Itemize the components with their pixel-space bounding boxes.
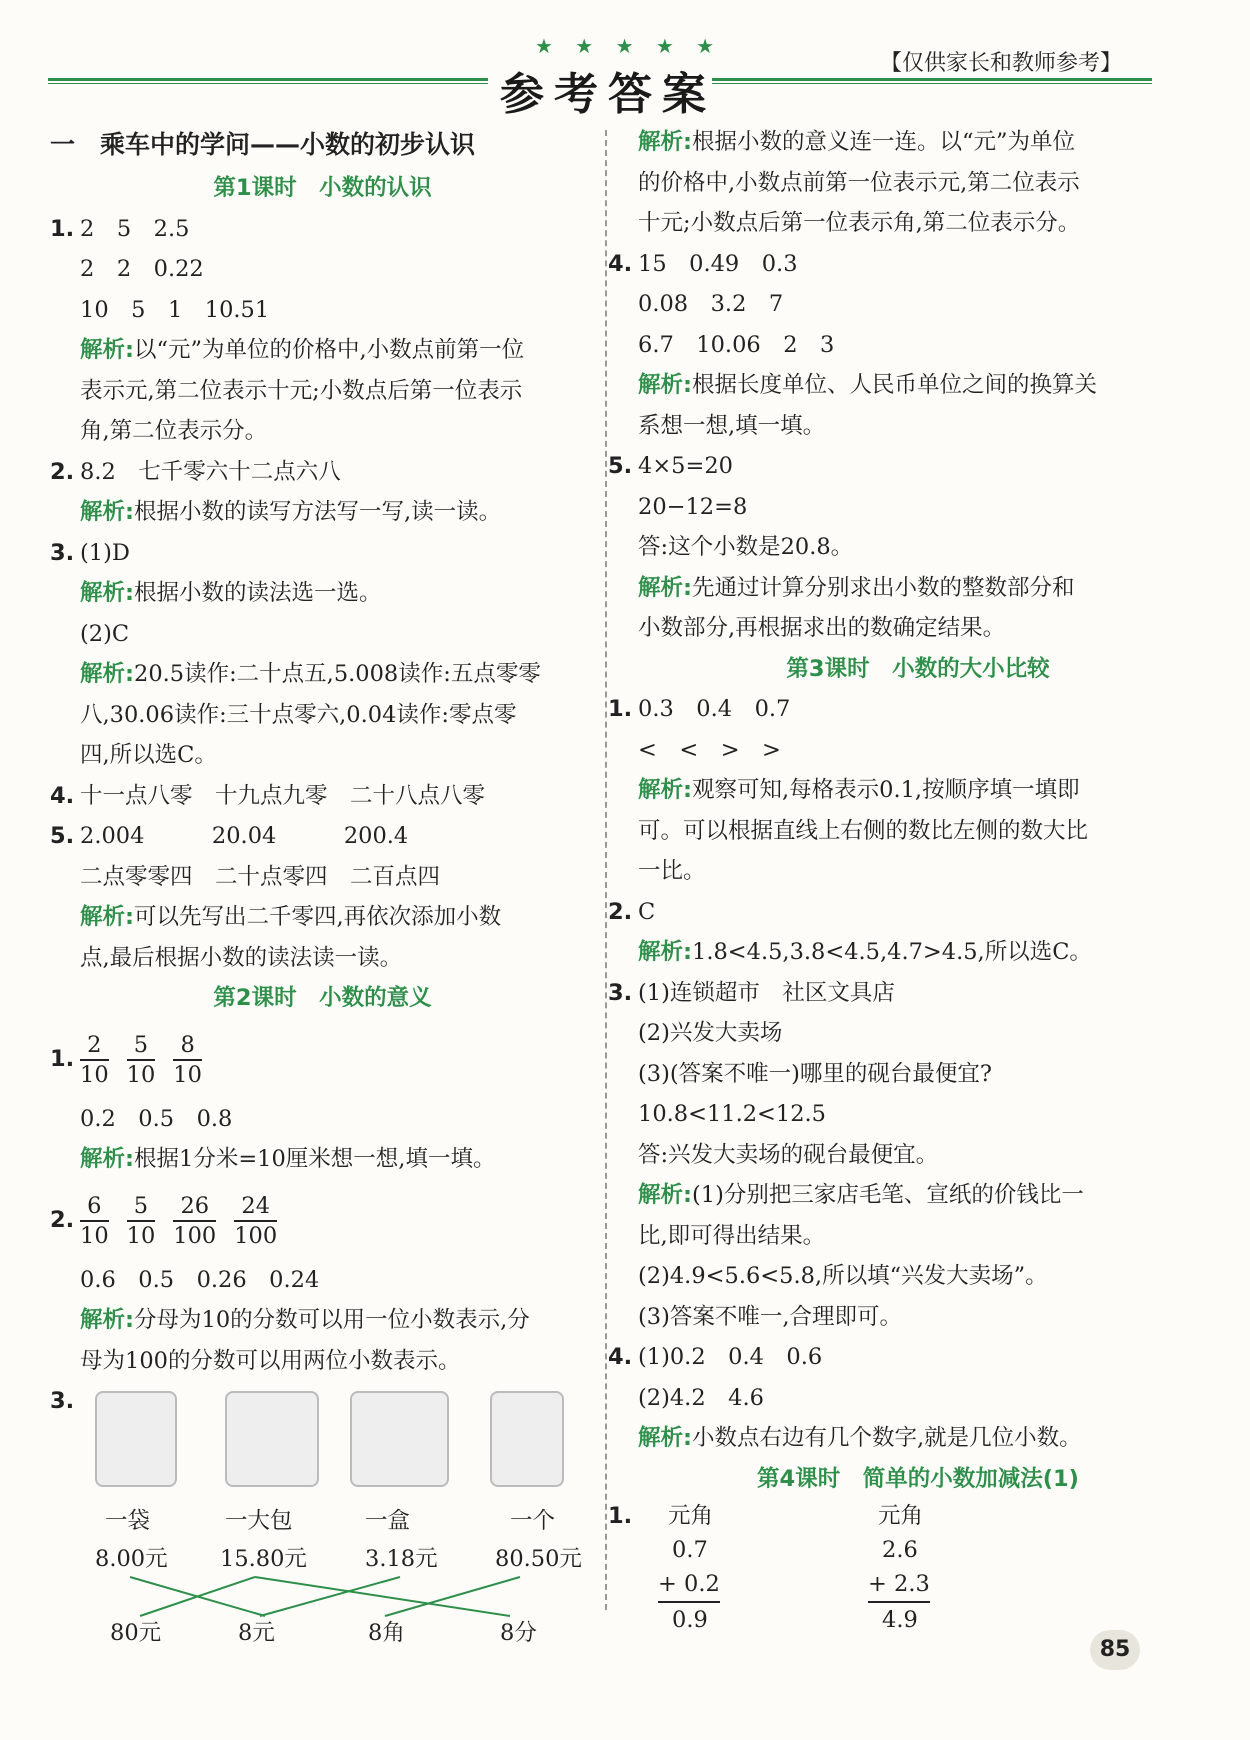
answer-line: 0.2 0.5 0.8 [80, 1105, 233, 1132]
analysis-line: 可。可以根据直线上右侧的数比左侧的数大比 [638, 817, 1089, 844]
answer-line: 2. 8.2 七千零六十二点六八 [50, 458, 341, 485]
analysis-line: (3)答案不唯一,合理即可。 [638, 1303, 903, 1330]
answer-line: 20−12=8 [638, 493, 748, 520]
answer-line: (2)4.2 4.6 [638, 1384, 764, 1411]
answer-line: 10 5 1 10.51 [80, 296, 270, 323]
answer-line: 3. (1)连锁超市 社区文具店 [608, 979, 895, 1006]
fraction-row: 1. $\frac{2}{10}$ $\frac{5}{10}$ $\frac{8}{10}$ [50, 1031, 202, 1088]
page-number: 85 [1090, 1630, 1140, 1670]
analysis-line: 解析:以“元”为单位的价格中,小数点前第一位 [80, 337, 525, 363]
answer-line: (2)C [80, 620, 130, 647]
answer-line: 5. 2.004 20.04 200.4 [50, 823, 409, 849]
answer-line: 0.6 0.5 0.26 0.24 [80, 1266, 320, 1293]
matching-diagram: 3. 一袋 一大包 一盒 一个 8.00元 15.80元 3.18元 80.50元 80元 8元 8角 8分 [50, 1381, 595, 1641]
answer-line: 4. (1)0.2 0.4 0.6 [608, 1344, 823, 1370]
analysis-line: 解析:小数点右边有几个数字,就是几位小数。 [638, 1425, 1082, 1451]
analysis-line: 比,即可得出结果。 [638, 1222, 826, 1249]
price-label: 15.80元 [220, 1546, 307, 1572]
answer-line: 2. C [608, 898, 656, 925]
answer-line: 4. 十一点八零 十九点九零 二十八点八零 [50, 782, 486, 809]
value-label: 8分 [500, 1620, 537, 1646]
header-rule-right [712, 78, 1152, 84]
answer-line: 答:这个小数是20.8。 [638, 534, 854, 560]
vertical-calc: 元角 2.6 + 2.3 4.9 [868, 1499, 930, 1637]
value-label: 8角 [368, 1620, 405, 1646]
right-column [608, 122, 1198, 1649]
analysis-line: 解析:可以先写出二千零四,再依次添加小数 [80, 904, 502, 930]
answer-line: 0.08 3.2 7 [638, 291, 784, 317]
analysis-line: 解析:先通过计算分别求出小数的整数部分和 [638, 574, 1075, 601]
analysis-line: (2)4.9<5.6<5.8,所以填“兴发大卖场”。 [638, 1263, 1048, 1289]
price-label: 80.50元 [495, 1546, 582, 1572]
answer-line: < < > > [638, 736, 781, 763]
analysis-line: 解析:20.5读作:二十点五,5.008读作:五点零零 [80, 661, 541, 687]
lesson-3-title: 第3课时 小数的大小比较 [786, 655, 1050, 682]
answer-line: 1. 0.3 0.4 0.7 [608, 696, 791, 722]
analysis-label: 解析: [80, 337, 134, 363]
matching-lines [50, 1381, 595, 1641]
lesson-1-title: 第1课时 小数的认识 [213, 175, 432, 201]
analysis-line: 解析:观察可知,每格表示0.1,按顺序填一填即 [638, 777, 1080, 803]
answer-line: 5. 4×5=20 [608, 453, 733, 479]
analysis-line: 八,30.06读作:三十点零六,0.04读作:零点零 [80, 701, 517, 728]
fraction: $\frac{6}{10}$ [80, 1192, 109, 1249]
analysis-line: 解析:分母为10的分数可以用一位小数表示,分 [80, 1307, 530, 1333]
fraction-row: 2. $\frac{6}{10}$ $\frac{5}{10}$ $\frac{26}{100}$ $\frac{24}{100}$ [50, 1192, 278, 1249]
lesson-2-title: 第2课时 小数的意义 [213, 985, 432, 1011]
analysis-line: 解析:1.8<4.5,3.8<4.5,4.7>4.5,所以选C。 [638, 939, 1092, 965]
header-rule-left [48, 78, 488, 84]
header-note: 【仅供家长和教师参考】 [880, 51, 1123, 76]
analysis-line: 表示元,第二位表示十元;小数点后第一位表示 [80, 377, 523, 404]
lesson-4-title: 第4课时 简单的小数加减法(1) [757, 1465, 1079, 1492]
answer-line: 3. (1)D [50, 539, 130, 566]
unit-title: 一 乘车中的学问——小数的初步认识 [50, 130, 476, 159]
fraction: $\frac{24}{100}$ [234, 1192, 278, 1249]
price-label: 3.18元 [365, 1546, 438, 1572]
analysis-line: 小数部分,再根据求出的数确定结果。 [638, 615, 1006, 641]
analysis-line: 一比。 [638, 858, 706, 884]
answer-line: 4. 15 0.49 0.3 [608, 250, 798, 277]
item-label: 一大包 [225, 1508, 293, 1534]
left-column [50, 122, 595, 1646]
analysis-line: 解析:根据小数的意义连一连。以“元”为单位 [638, 129, 1076, 155]
answer-line: 6.7 10.06 2 3 [638, 331, 835, 358]
answer-line: 答:兴发大卖场的砚台最便宜。 [638, 1141, 939, 1168]
answer-line: 2 2 0.22 [80, 256, 204, 282]
analysis-line: 角,第二位表示分。 [80, 418, 268, 444]
analysis-line: 解析:根据小数的读法选一选。 [80, 580, 382, 606]
header-stars: ★ ★ ★ ★ ★ [535, 34, 723, 58]
vertical-addition: 1. 元角 0.7 + 0.2 0.9 元角 2.6 + 2.3 4.9 [638, 1499, 1198, 1649]
fraction: $\frac{5}{10}$ [126, 1031, 156, 1088]
answer-line: (3)(答案不唯一)哪里的砚台最便宜? [638, 1060, 992, 1087]
answer-line: 10.8<11.2<12.5 [638, 1101, 826, 1127]
fraction: $\frac{8}{10}$ [173, 1031, 202, 1088]
analysis-line: 点,最后根据小数的读法读一读。 [80, 944, 403, 971]
analysis-line: 解析:根据1分米=10厘米想一想,填一填。 [80, 1146, 496, 1172]
vertical-calc: 元角 0.7 + 0.2 0.9 [658, 1499, 720, 1637]
value-label: 80元 [110, 1620, 162, 1646]
answer-line: (2)兴发大卖场 [638, 1020, 783, 1046]
fraction: $\frac{2}{10}$ [80, 1031, 109, 1088]
item-label: 一袋 [105, 1508, 151, 1534]
analysis-line: 母为100的分数可以用两位小数表示。 [80, 1347, 461, 1374]
fraction: $\frac{5}{10}$ [126, 1192, 156, 1249]
column-divider [605, 130, 607, 1610]
item-label: 一盒 [365, 1508, 411, 1534]
analysis-line: 解析:(1)分别把三家店毛笔、宣纸的价钱比一 [638, 1182, 1084, 1208]
analysis-line: 四,所以选C。 [80, 742, 217, 768]
analysis-line: 的价格中,小数点前第一位表示元,第二位表示 [638, 169, 1080, 196]
fraction: $\frac{26}{100}$ [173, 1192, 217, 1249]
answer-line: 1. 2 5 2.5 [50, 215, 190, 242]
analysis-line: 解析:根据小数的读写方法写一写,读一读。 [80, 499, 502, 525]
answer-line: 二点零零四 二十点零四 二百点四 [80, 863, 441, 890]
value-label: 8元 [238, 1620, 275, 1646]
item-label: 一个 [510, 1508, 556, 1534]
analysis-line: 系想一想,填一填。 [638, 412, 826, 439]
page-title: 参考答案 [500, 69, 716, 120]
price-label: 8.00元 [95, 1546, 168, 1572]
analysis-line: 解析:根据长度单位、人民币单位之间的换算关 [638, 372, 1098, 398]
analysis-line: 十元;小数点后第一位表示角,第二位表示分。 [638, 210, 1081, 236]
